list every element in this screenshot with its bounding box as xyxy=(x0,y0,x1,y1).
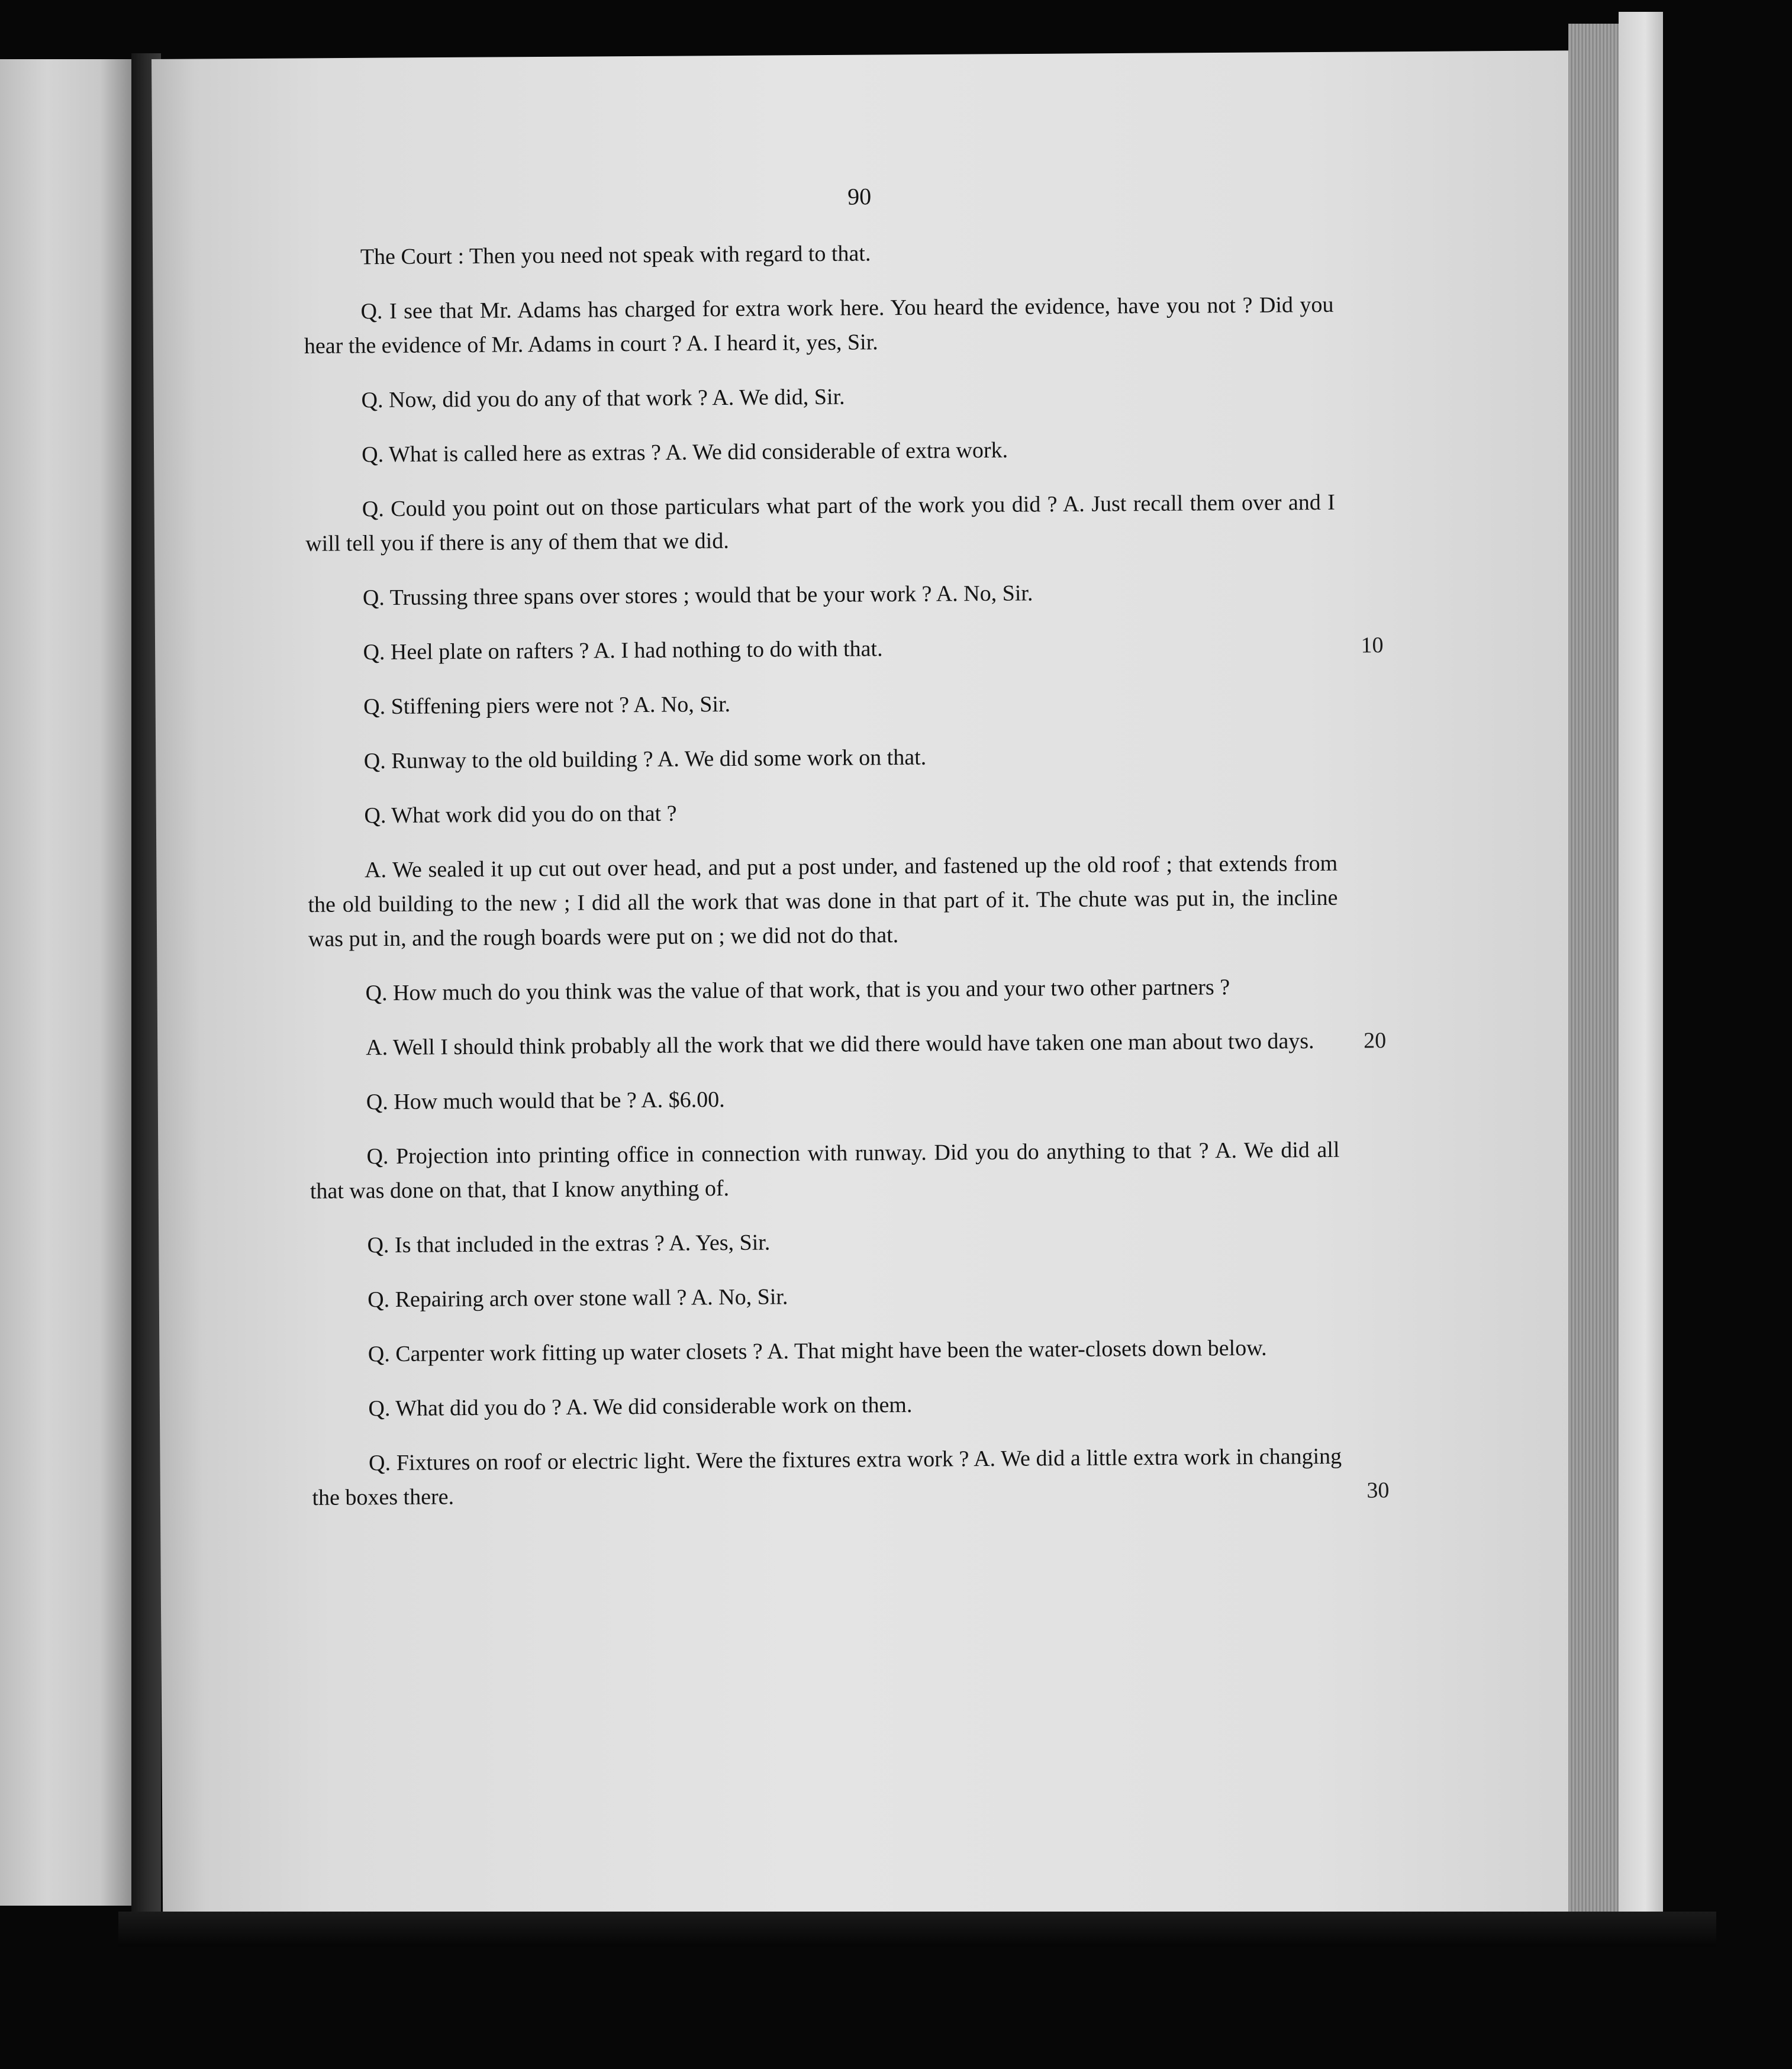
book-cover-edge xyxy=(1619,12,1663,1935)
paragraph-text: Q. Carpenter work fitting up water closets ? A. That might have been the water-closets down below. xyxy=(368,1335,1267,1367)
line-number: 20 xyxy=(1364,1028,1387,1053)
paragraph-text: Q. What work did you do on that ? xyxy=(364,801,677,829)
paragraph-qa xyxy=(307,683,1336,724)
paragraph-text: Q. Trussing three spans over stores ; would that be your work ? A. No, Sir. xyxy=(362,581,1033,611)
paragraph-qa xyxy=(306,629,1384,670)
paragraph-qa xyxy=(305,485,1336,561)
page-stack-edge xyxy=(1568,24,1622,1935)
paragraph-text: Q. I see that Mr. Adams has charged for extra work here. You heard the evidence, have you not ? Did you hear the evidence of Mr. Adams in court ? A. I heard it, yes, Sir. xyxy=(304,292,1334,359)
paragraph-text: Q. Heel plate on rafters ? A. I had nothing to do with that. xyxy=(363,636,883,665)
paragraph-text: A. We sealed it up cut out over head, and put a post under, and fastened up the old roof ; that extends from the old building to the new ; I did all the work that was done in that part of it. The chute was put in, the incline was put in, and the rough boards were put on ; we did not do that. xyxy=(308,850,1338,952)
paragraph-qa xyxy=(307,737,1337,779)
paragraph-qa xyxy=(310,1078,1339,1120)
paragraph-text: Q. Now, did you do any of that work ? A. We did, Sir. xyxy=(361,384,845,413)
paragraph-answer xyxy=(309,1024,1387,1065)
paragraph-qa xyxy=(304,376,1334,418)
paragraph-qa xyxy=(306,574,1336,615)
paragraph-text: Q. What did you do ? A. We did considerable work on them. xyxy=(368,1392,913,1422)
paragraph-qa xyxy=(304,288,1334,363)
paragraph-qa xyxy=(308,969,1338,1011)
paragraph-qa xyxy=(311,1330,1341,1372)
page-number: 90 xyxy=(847,183,872,210)
line-number: 30 xyxy=(1366,1478,1390,1503)
paragraph-text: Q. Stiffening piers were not ? A. No, Sir. xyxy=(363,691,731,720)
facing-page-edge xyxy=(0,59,133,1906)
paragraph-qa xyxy=(311,1276,1340,1317)
paragraph-qa xyxy=(312,1439,1390,1515)
line-number: 10 xyxy=(1361,633,1384,658)
paragraph-text: Q. Is that included in the extras ? A. Yes, Sir. xyxy=(367,1230,771,1258)
paragraph-text: Q. How much do you think was the value of that work, that is you and your two other partners ? xyxy=(365,975,1230,1006)
paragraph-court xyxy=(304,233,1333,275)
paragraph-text: A. Well I should think probably all the work that we did there would have taken one man about two days. xyxy=(366,1029,1314,1061)
paragraph-text: Q. How much would that be ? A. $6.00. xyxy=(366,1087,725,1115)
paragraph-qa xyxy=(310,1133,1340,1208)
paragraph-text: Q. Could you point out on those particulars what part of the work you did ? A. Just recall them over and I will tell you if there is any of them that we did. xyxy=(305,489,1335,556)
paragraph-text: Q. Runway to the old building ? A. We did some work on that. xyxy=(363,745,927,774)
paragraph-qa xyxy=(307,792,1337,833)
bottom-shadow xyxy=(118,1912,1716,1947)
paragraph-answer xyxy=(308,846,1338,956)
paragraph-text: Q. What is called here as extras ? A. We did considerable of extra work. xyxy=(362,437,1008,468)
paragraph-qa xyxy=(310,1222,1340,1263)
paragraph-qa xyxy=(311,1385,1341,1426)
page-text-block xyxy=(303,176,1390,1535)
paragraph-qa xyxy=(305,431,1335,472)
paragraph-text: Q. Projection into printing office in connection with runway. Did you do anything to that ? A. We did all that was done on that, that I know anything of. xyxy=(310,1137,1340,1204)
paragraph-text: Q. Fixtures on roof or electric light. Were the fixtures extra work ? A. We did a little extra work in changing the boxes there. xyxy=(312,1443,1342,1510)
paragraph-text: Q. Repairing arch over stone wall ? A. No, Sir. xyxy=(368,1284,788,1313)
paragraph-text: The Court : Then you need not speak with regard to that. xyxy=(360,241,871,270)
